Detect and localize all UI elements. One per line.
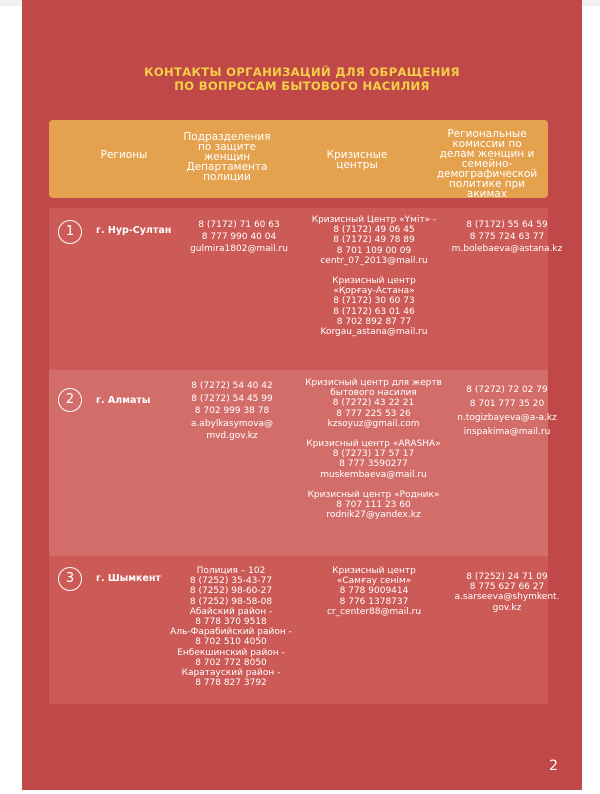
title-line-1: КОНТАКТЫ ОРГАНИЗАЦИЙ ДЛЯ ОБРАЩЕНИЯ	[144, 65, 460, 79]
page-title	[22, 65, 582, 93]
row-number-badge: 2	[58, 388, 82, 412]
brochure-page	[22, 0, 582, 790]
crisis-center-contacts: Кризисный Центр «Үміт» - 8 (7172) 49 06 45 8 (7172) 49 78 89 8 701 109 00 09 centr_07_2013@mail.ru Кризисный центр «Қорғау-Астана» 8 (7172) 30 60 73 8 (7172) 63 01 46 8 702 892 87 77 Korgau_astana@mail.ru	[311, 215, 437, 338]
title-line-2: ПО ВОПРОСАМ БЫТОВОГО НАСИЛИЯ	[174, 79, 430, 93]
header-police: Подразделения по защите женщин Департамента полиции	[183, 131, 271, 183]
row-number-badge: 3	[58, 567, 82, 591]
table-header	[49, 120, 548, 198]
table-row	[49, 208, 563, 370]
police-contacts: Полиция – 102 8 (7252) 35-43-77 8 (7252) 98-60-27 8 (7252) 98-58-08 Абайский район - 8 778 370 9518 Аль-Фарабийский район - 8 702 510 4050 Енбекшинский район - 8 702 772 8050 Каратауский район - 8 778 827 3792	[170, 566, 292, 689]
commission-contacts: 8 (7252) 24 71 09 8 775 627 66 27 a.sarseeva@shymkent. gov.kz	[454, 572, 560, 613]
crisis-center-contacts: Кризисный центр для жертв бытового насилия 8 (7272) 43 22 21 8 777 225 53 26 kzsoyuz@gmail.com Кризисный центр «ARASHA» 8 (7273) 17 57 17 8 777 3590277 muskembaeva@mail.ru Кризисный центр «Родник» 8 707 111 23 60 rodnik27@yandex.kz	[305, 378, 442, 521]
police-contacts: 8 (7172) 71 60 63 8 777 990 40 04 gulmira1802@mail.ru	[190, 220, 288, 254]
row-number-badge: 1	[58, 220, 82, 244]
crisis-center-contacts: Кризисный центр «Самғау сенім» 8 778 9009414 8 776 1378737 cr_center88@mail.ru	[326, 566, 422, 617]
header-crisis-centers: Кризисные центры	[326, 149, 388, 171]
commission-contacts: 8 (7272) 72 02 79 8 701 777 35 20 n.togizbayeva@a-a.kz inspakima@mail.ru	[457, 385, 557, 437]
region-name: г. Нур-Султан	[96, 225, 172, 236]
table-row	[49, 556, 560, 704]
page-number: 2	[549, 758, 558, 774]
header-commissions: Региональные комиссии по делам женщин и семейно- демографической политике при акимах	[436, 128, 538, 200]
region-name: г. Алматы	[96, 395, 151, 406]
commission-contacts: 8 (7172) 55 64 59 8 775 724 63 77 m.bolebaeva@astana.kz	[451, 220, 563, 254]
region-name: г. Шымкент	[96, 573, 161, 584]
police-contacts: 8 (7272) 54 40 42 8 (7272) 54 45 99 8 702 999 38 78 a.abylkasymova@ mvd.gov.kz	[190, 381, 274, 441]
table-row	[49, 370, 557, 556]
header-regions: Регионы	[100, 149, 148, 161]
